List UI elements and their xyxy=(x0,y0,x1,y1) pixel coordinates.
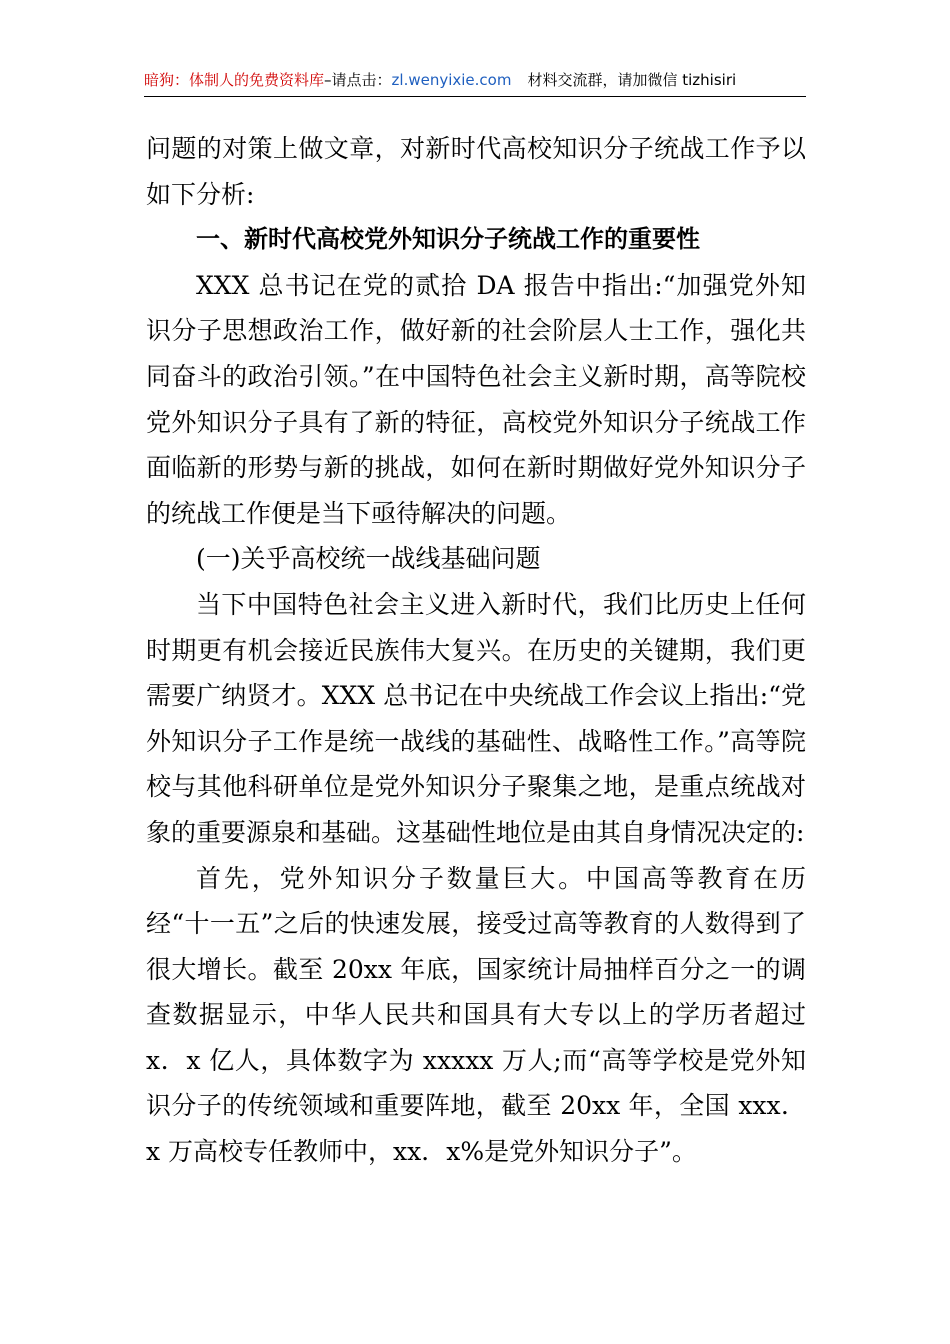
paragraph: XXX 总书记在党的贰拾 DA 报告中指出:“加强党外知识分子思想政治工作，做好新的社会阶层人士工作，强化共同奋斗的政治引领。”在中国特色社会主义新时期，高等院校党外知识分子具有了新的特征，高校党外知识分子统战工作面临新的形势与新的挑战，如何在新时期做好党外知识分子的统战工作便是当下亟待解决的问题。 xyxy=(146,270,806,528)
header-brand: 暗狗：体制人的免费资料库 xyxy=(144,71,325,89)
paragraph-continuation: 问题的对策上做文章，对新时代高校知识分子统战工作予以如下分析: xyxy=(146,134,806,209)
header-separator: –请点击： xyxy=(324,71,392,89)
subsection-heading: (一)关乎高校统一战线基础问题 xyxy=(196,544,541,574)
header-link[interactable]: zl.wenyixie.com xyxy=(391,71,512,89)
paragraph: 首先，党外知识分子数量巨大。中国高等教育在历经“十一五”之后的快速发展，接受过高等教育的人数得到了很大增长。截至 20xx 年底，国家统计局抽样百分之一的调查数据显示，中华人民共和国具有大专以上的学历者超过 x．x 亿人，具体数字为 xxxxx 万人;而“高等学校是党外知识分子的传统领域和重要阵地，截至 20xx 年，全国 xxx．x 万高校专任教师中，xx．x%是党外知识分子”。 xyxy=(146,863,806,1167)
paragraph: 当下中国特色社会主义进入新时代，我们比历史上任何时期更有机会接近民族伟大复兴。在历史的关键期，我们更需要广纳贤才。XXX 总书记在中央统战工作会议上指出:“党外知识分子工作是统一战线的基础性、战略性工作。”高等院校与其他科研单位是党外知识分子聚集之地，是重点统战对象的重要源泉和基础。这基础性地位是由其自身情况决定的: xyxy=(146,589,806,847)
document-body xyxy=(146,126,806,1175)
section-heading: 一、新时代高校党外知识分子统战工作的重要性 xyxy=(196,225,700,254)
header-group-info: 材料交流群，请加微信 tizhisiri xyxy=(527,71,737,89)
page-header xyxy=(144,70,806,97)
